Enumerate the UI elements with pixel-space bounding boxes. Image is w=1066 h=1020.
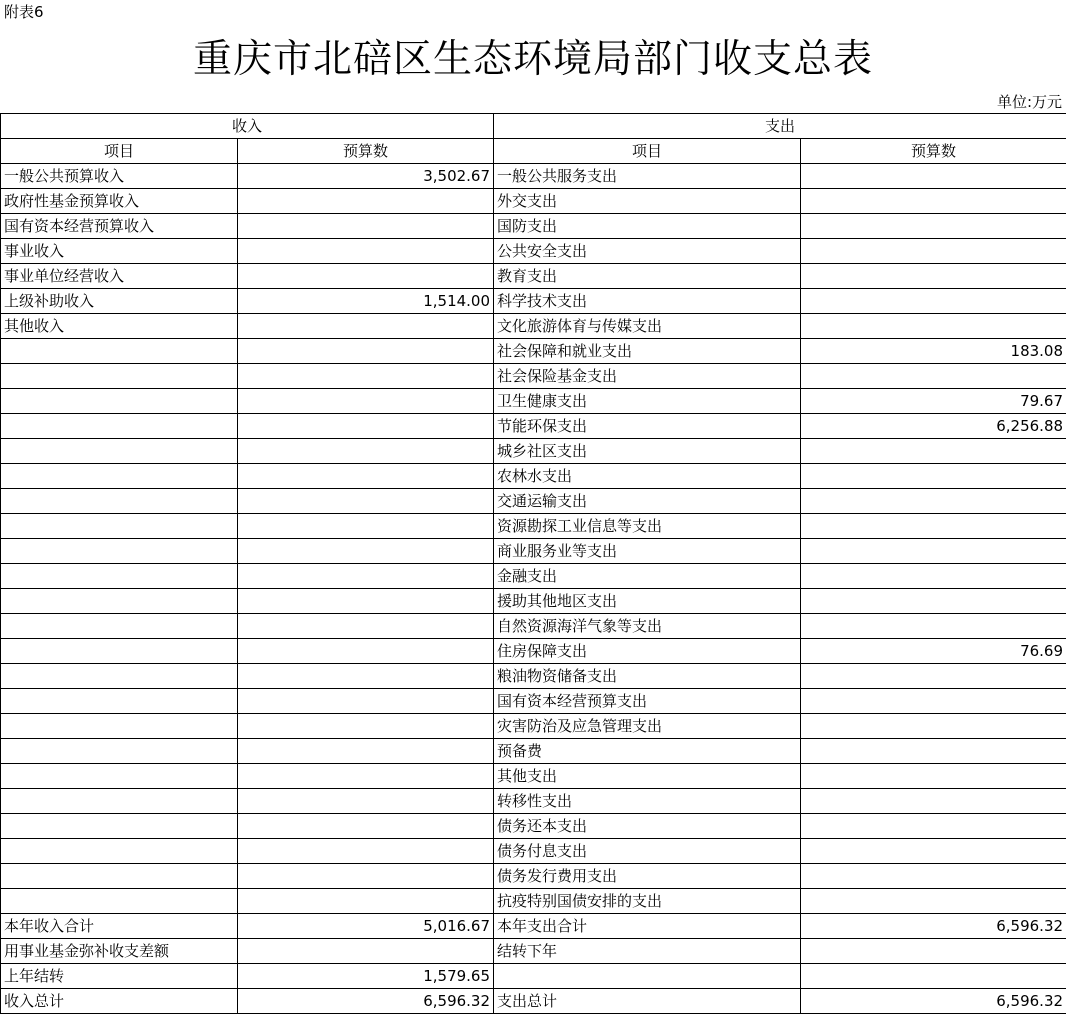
income-item	[1, 689, 238, 714]
income-budget	[238, 864, 494, 889]
table-row	[1, 164, 1066, 189]
expense-budget	[801, 589, 1066, 614]
expense-item: 债务发行费用支出	[494, 864, 801, 889]
expense-budget	[801, 539, 1066, 564]
expense-budget	[801, 439, 1066, 464]
expense-item: 粮油物资储备支出	[494, 664, 801, 689]
prev-carry-row	[1, 964, 1066, 989]
income-item: 其他收入	[1, 314, 238, 339]
income-item: 政府性基金预算收入	[1, 189, 238, 214]
income-budget	[238, 539, 494, 564]
income-item	[1, 639, 238, 664]
expense-budget	[801, 714, 1066, 739]
expense-budget	[801, 464, 1066, 489]
income-item-header: 项目	[1, 139, 238, 164]
income-item: 国有资本经营预算收入	[1, 214, 238, 239]
table-row	[1, 814, 1066, 839]
income-item	[1, 439, 238, 464]
expense-budget	[801, 689, 1066, 714]
table-row	[1, 389, 1066, 414]
table-row	[1, 439, 1066, 464]
table-row	[1, 889, 1066, 914]
income-item	[1, 364, 238, 389]
income-item: 上级补助收入	[1, 289, 238, 314]
income-item	[1, 514, 238, 539]
expense-item-header: 项目	[494, 139, 801, 164]
income-budget	[238, 789, 494, 814]
expense-budget	[801, 864, 1066, 889]
table-row	[1, 689, 1066, 714]
income-item	[1, 414, 238, 439]
income-budget	[238, 439, 494, 464]
expense-item: 自然资源海洋气象等支出	[494, 614, 801, 639]
income-budget	[238, 514, 494, 539]
unit-label: 单位:万元	[996, 93, 1062, 111]
expense-budget	[801, 239, 1066, 264]
income-budget	[238, 464, 494, 489]
income-item: 事业单位经营收入	[1, 264, 238, 289]
expense-item: 资源勘探工业信息等支出	[494, 514, 801, 539]
table-row	[1, 864, 1066, 889]
fund-row	[1, 939, 1066, 964]
income-budget	[238, 214, 494, 239]
expense-item: 公共安全支出	[494, 239, 801, 264]
fund-value	[238, 939, 494, 964]
carry-next-value	[801, 939, 1066, 964]
table-row	[1, 364, 1066, 389]
expense-item: 其他支出	[494, 764, 801, 789]
expense-budget: 183.08	[801, 339, 1066, 364]
expense-budget: 76.69	[801, 639, 1066, 664]
income-budget	[238, 414, 494, 439]
expense-item: 抗疫特别国债安排的支出	[494, 889, 801, 914]
income-budget	[238, 714, 494, 739]
income-budget	[238, 564, 494, 589]
table-row	[1, 764, 1066, 789]
expense-item: 国有资本经营预算支出	[494, 689, 801, 714]
attachment-label: 附表6	[4, 3, 44, 21]
grand-income-label: 收入总计	[1, 989, 238, 1014]
expense-budget: 79.67	[801, 389, 1066, 414]
expense-budget	[801, 664, 1066, 689]
section-header-row	[1, 114, 1066, 139]
grand-income-value: 6,596.32	[238, 989, 494, 1014]
expense-item: 社会保险基金支出	[494, 364, 801, 389]
expense-item: 教育支出	[494, 264, 801, 289]
table-row	[1, 464, 1066, 489]
table-row	[1, 839, 1066, 864]
expense-budget	[801, 789, 1066, 814]
income-budget	[238, 814, 494, 839]
expense-item: 一般公共服务支出	[494, 164, 801, 189]
table-row	[1, 589, 1066, 614]
expense-budget	[801, 214, 1066, 239]
expense-item: 交通运输支出	[494, 489, 801, 514]
expense-budget: 6,256.88	[801, 414, 1066, 439]
income-item: 事业收入	[1, 239, 238, 264]
expense-item: 金融支出	[494, 564, 801, 589]
income-item	[1, 814, 238, 839]
income-item	[1, 839, 238, 864]
income-budget	[238, 664, 494, 689]
income-budget	[238, 689, 494, 714]
expense-item: 节能环保支出	[494, 414, 801, 439]
expense-item: 债务付息支出	[494, 839, 801, 864]
income-budget	[238, 589, 494, 614]
expense-item: 卫生健康支出	[494, 389, 801, 414]
income-budget-header: 预算数	[238, 139, 494, 164]
prev-carry-label: 上年结转	[1, 964, 238, 989]
income-item	[1, 539, 238, 564]
table-row	[1, 264, 1066, 289]
table-row	[1, 789, 1066, 814]
expense-budget	[801, 839, 1066, 864]
table-row	[1, 514, 1066, 539]
income-item	[1, 489, 238, 514]
expense-item: 文化旅游体育与传媒支出	[494, 314, 801, 339]
year-expense-total-value: 6,596.32	[801, 914, 1066, 939]
income-budget	[238, 364, 494, 389]
income-budget	[238, 339, 494, 364]
expense-item: 转移性支出	[494, 789, 801, 814]
income-item	[1, 739, 238, 764]
column-header-row	[1, 139, 1066, 164]
income-item	[1, 339, 238, 364]
fund-label: 用事业基金弥补收支差额	[1, 939, 238, 964]
table-row	[1, 614, 1066, 639]
income-budget	[238, 264, 494, 289]
table-row	[1, 539, 1066, 564]
table-row	[1, 414, 1066, 439]
income-budget	[238, 839, 494, 864]
income-item	[1, 589, 238, 614]
page-title: 重庆市北碚区生态环境局部门收支总表	[192, 37, 873, 82]
table-row	[1, 714, 1066, 739]
table-row	[1, 239, 1066, 264]
expense-item: 社会保障和就业支出	[494, 339, 801, 364]
income-budget: 3,502.67	[238, 164, 494, 189]
income-item	[1, 389, 238, 414]
table-row	[1, 214, 1066, 239]
table-row	[1, 289, 1066, 314]
expense-budget	[801, 739, 1066, 764]
expense-budget	[801, 889, 1066, 914]
table-row	[1, 639, 1066, 664]
expense-item: 外交支出	[494, 189, 801, 214]
expense-item: 商业服务业等支出	[494, 539, 801, 564]
table-row	[1, 664, 1066, 689]
year-income-total-label: 本年收入合计	[1, 914, 238, 939]
income-budget	[238, 764, 494, 789]
table-body	[1, 164, 1066, 914]
year-expense-total-label: 本年支出合计	[494, 914, 801, 939]
expense-budget	[801, 364, 1066, 389]
expense-budget	[801, 764, 1066, 789]
table-row	[1, 189, 1066, 214]
expense-budget	[801, 489, 1066, 514]
totals-body	[1, 914, 1066, 1014]
grand-total-row	[1, 989, 1066, 1014]
income-item	[1, 714, 238, 739]
empty-cell	[494, 964, 801, 989]
table-row	[1, 314, 1066, 339]
income-item	[1, 889, 238, 914]
grand-expense-label: 支出总计	[494, 989, 801, 1014]
expense-budget	[801, 614, 1066, 639]
expense-budget	[801, 564, 1066, 589]
expense-budget-header: 预算数	[801, 139, 1066, 164]
expense-item: 科学技术支出	[494, 289, 801, 314]
prev-carry-value: 1,579.65	[238, 964, 494, 989]
expense-budget	[801, 514, 1066, 539]
income-item	[1, 864, 238, 889]
income-budget	[238, 189, 494, 214]
income-budget	[238, 239, 494, 264]
empty-cell	[801, 964, 1066, 989]
expense-budget	[801, 314, 1066, 339]
income-budget	[238, 889, 494, 914]
income-item: 一般公共预算收入	[1, 164, 238, 189]
income-item	[1, 789, 238, 814]
income-budget	[238, 639, 494, 664]
year-total-row	[1, 914, 1066, 939]
expense-item: 预备费	[494, 739, 801, 764]
table-row	[1, 489, 1066, 514]
table-row	[1, 339, 1066, 364]
expense-item: 灾害防治及应急管理支出	[494, 714, 801, 739]
year-income-total-value: 5,016.67	[238, 914, 494, 939]
expense-item: 农林水支出	[494, 464, 801, 489]
expense-item: 住房保障支出	[494, 639, 801, 664]
table-row	[1, 739, 1066, 764]
income-item	[1, 664, 238, 689]
expense-budget	[801, 814, 1066, 839]
income-budget	[238, 739, 494, 764]
income-budget: 1,514.00	[238, 289, 494, 314]
income-item	[1, 564, 238, 589]
grand-expense-value: 6,596.32	[801, 989, 1066, 1014]
expense-item: 援助其他地区支出	[494, 589, 801, 614]
expense-budget	[801, 189, 1066, 214]
income-header: 收入	[1, 114, 494, 139]
expense-header: 支出	[494, 114, 1066, 139]
income-budget	[238, 614, 494, 639]
expense-item: 城乡社区支出	[494, 439, 801, 464]
table-row	[1, 564, 1066, 589]
income-item	[1, 614, 238, 639]
income-budget	[238, 489, 494, 514]
expense-budget	[801, 164, 1066, 189]
carry-next-label: 结转下年	[494, 939, 801, 964]
expense-item: 国防支出	[494, 214, 801, 239]
income-item	[1, 764, 238, 789]
income-budget	[238, 314, 494, 339]
expense-item: 债务还本支出	[494, 814, 801, 839]
income-budget	[238, 389, 494, 414]
expense-budget	[801, 289, 1066, 314]
income-expense-table	[0, 113, 1066, 1014]
expense-budget	[801, 264, 1066, 289]
income-item	[1, 464, 238, 489]
